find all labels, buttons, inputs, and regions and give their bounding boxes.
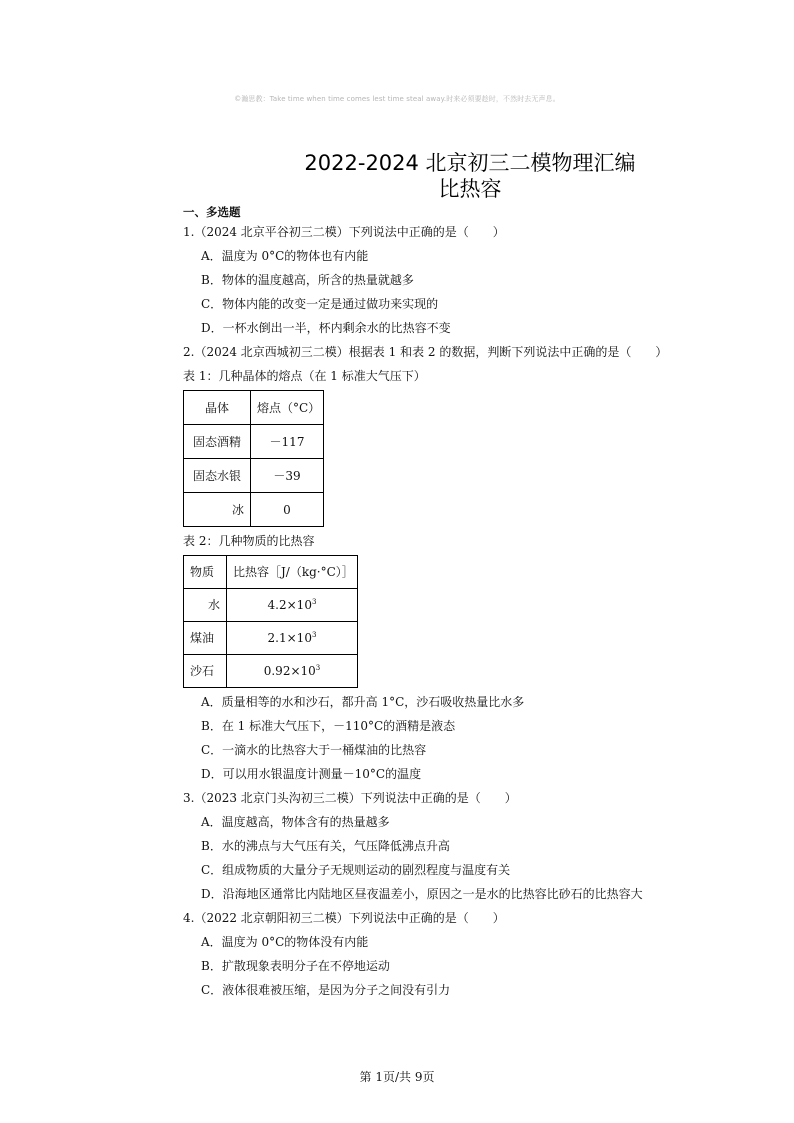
table-cell — [227, 655, 358, 688]
q1-option-d: D．一杯水倒出一半，杯内剩余水的比热容不变 — [201, 321, 451, 335]
table-header-cell: 比热容［J/（kg·°C）］ — [227, 556, 358, 589]
table-row — [184, 556, 358, 589]
title-main: 2022-2024 北京初三二模物理汇编 — [304, 151, 636, 175]
question-3-stem: 3.（2023 北京门头沟初三二模）下列说法中正确的是（ ） — [183, 791, 517, 805]
q1-option-b: B．物体的温度越高，所含的热量就越多 — [201, 273, 414, 287]
table-cell: 水 — [184, 589, 227, 622]
table-cell — [227, 622, 358, 655]
table-1-caption: 表 1：几种晶体的熔点（在 1 标准大气压下） — [183, 369, 426, 383]
q3-option-a: A．温度越高，物体含有的热量越多 — [201, 815, 390, 829]
title-subtitle: 比热容 — [438, 177, 502, 201]
q3-option-b: B．水的沸点与大气压有关，气压降低沸点升高 — [201, 839, 450, 853]
table-row — [184, 655, 358, 688]
question-2-stem: 2.（2024 北京西城初三二模）根据表 1 和表 2 的数据，判断下列说法中正确的是（ ） — [183, 345, 668, 359]
table-2-specific-heat — [183, 555, 358, 688]
table-cell: －117 — [251, 425, 324, 459]
table-cell: 固态水银 — [184, 459, 251, 493]
table-cell: 沙石 — [184, 655, 227, 688]
value-exponent: 3 — [315, 664, 321, 672]
q3-option-c: C．组成物质的大量分子无规则运动的剧烈程度与温度有关 — [201, 863, 511, 877]
table-cell: 冰 — [184, 493, 251, 527]
q2-option-b: B．在 1 标准大气压下，－110°C的酒精是液态 — [201, 719, 456, 733]
section-heading: 一、多选题 — [183, 205, 241, 219]
table-2-caption: 表 2：几种物质的比热容 — [183, 534, 315, 548]
table-cell: 固态酒精 — [184, 425, 251, 459]
q4-option-a: A．温度为 0°C的物体没有内能 — [201, 935, 369, 949]
question-1-stem: 1.（2024 北京平谷初三二模）下列说法中正确的是（ ） — [183, 225, 505, 239]
q3-option-d: D．沿海地区通常比内陆地区昼夜温差小，原因之一是水的比热容比砂石的比热容大 — [201, 887, 643, 901]
q1-option-a: A．温度为 0°C的物体也有内能 — [201, 249, 369, 263]
table-cell — [227, 589, 358, 622]
question-4-stem: 4.（2022 北京朝阳初三二模）下列说法中正确的是（ ） — [183, 911, 505, 925]
table-row — [184, 391, 324, 425]
q1-option-c: C．物体内能的改变一定是通过做功来实现的 — [201, 297, 439, 311]
table-row — [184, 622, 358, 655]
q4-option-b: B．扩散现象表明分子在不停地运动 — [201, 959, 390, 973]
table-header-cell: 熔点（°C） — [251, 391, 324, 425]
table-row — [184, 589, 358, 622]
q2-option-c: C．一滴水的比热容大于一桶煤油的比热容 — [201, 743, 427, 757]
value-mantissa: 4.2×10 — [267, 598, 312, 612]
table-cell: 煤油 — [184, 622, 227, 655]
q4-option-c: C．液体很难被压缩，是因为分子之间没有引力 — [201, 983, 451, 997]
value-mantissa: 2.1×10 — [267, 631, 312, 645]
value-exponent: 3 — [311, 631, 317, 639]
table-row — [184, 459, 324, 493]
table-cell: －39 — [251, 459, 324, 493]
table-row — [184, 425, 324, 459]
q2-option-a: A．质量相等的水和沙石，都升高 1°C，沙石吸收热量比水多 — [201, 695, 525, 709]
page-number: 第 1页/共 9页 — [359, 1070, 435, 1084]
value-mantissa: 0.92×10 — [263, 664, 316, 678]
q2-option-d: D．可以用水银温度计测量－10°C的温度 — [201, 767, 422, 781]
table-row — [184, 493, 324, 527]
value-exponent: 3 — [311, 598, 317, 606]
table-header-cell: 晶体 — [184, 391, 251, 425]
content — [183, 204, 668, 1002]
table-cell: 0 — [251, 493, 324, 527]
table-1-melting-points — [183, 390, 324, 527]
watermark: ©瀚思教：Take time when time comes lest time steal away.时来必须要趁时，不然时去无声息。 — [234, 95, 560, 103]
document-title — [300, 150, 640, 202]
table-header-cell: 物质 — [184, 556, 227, 589]
